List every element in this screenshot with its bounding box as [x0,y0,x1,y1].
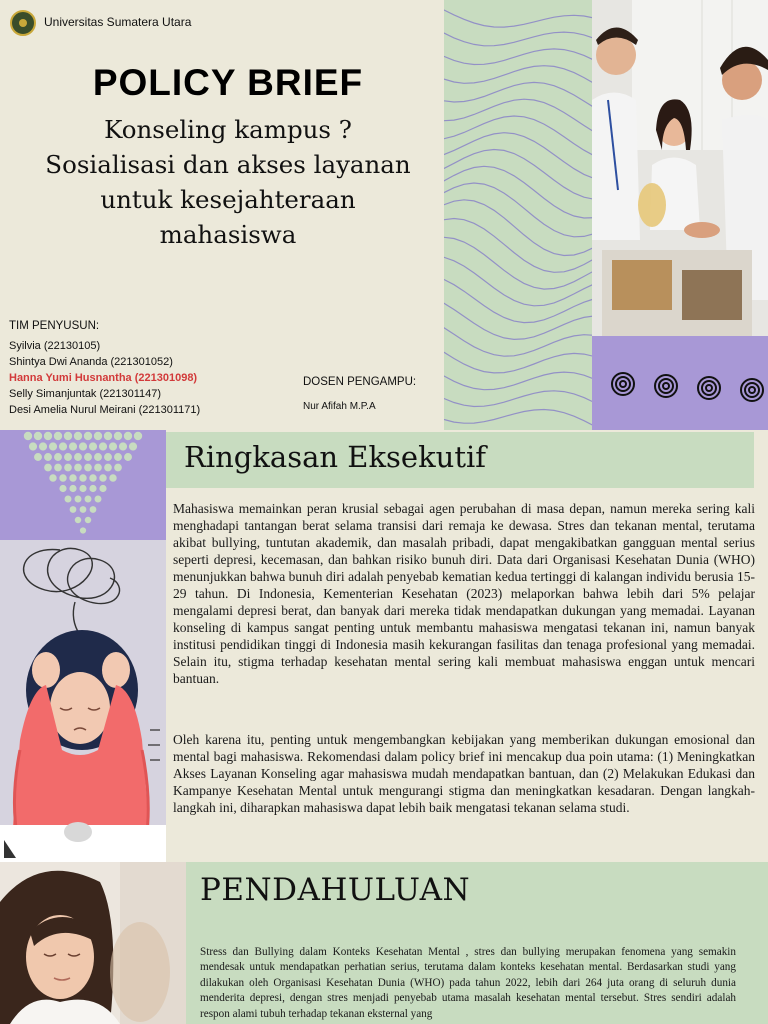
university-name: Universitas Sumatera Utara [44,15,192,29]
decor-dot [44,453,52,461]
team-member: Selly Simanjuntak (221301147) [9,388,162,400]
decor-dot [70,506,77,513]
decor-dot [59,474,66,481]
decor-dot [85,496,92,503]
woman-illustration [0,862,186,1024]
decor-dot [114,432,122,440]
decor-dot [54,432,62,440]
decor-dot [44,432,52,440]
volunteers-illustration [592,0,768,336]
decor-dot [79,474,86,481]
subtitle-line: mahasiswa [159,220,297,249]
decor-dot [129,442,137,450]
decor-dot [59,442,67,450]
decor-dot [54,453,62,461]
decor-dot [124,432,132,440]
decor-dot [29,442,37,450]
decor-dot [34,432,42,440]
summary-paragraph: Mahasiswa memainkan peran krusial sebagai agen perubahan di masa depan, namun mereka sering kali menghadapi tantangan berat selama transisi dari remaja ke dewasa. Stres dan tekanan mental, terutama akibat bullying, tuntutan akademik, dan masalah pribadi, dapat mengakibatkan gangguan mental serius seperti depresi, kecemasan, dan bahkan risiko bunuh diri. Data dari Organisasi Kesehatan Dunia (WHO) menunjukkan bahwa bunuh diri adalah penyebab kematian kedua tertinggi di kalangan individu berusia 15-29 tahun. Di Indonesia, Kementerian Kesehatan (2023) melaporkan bahwa lebih dari 5% pelajar mengalami depresi berat, dan banyak dari mereka tidak mendapatkan dukungan yang memadai. Layanan konseling di kampus sangat penting untuk membantu mahasiswa mengatasi tekanan ini, namun banyak institusi pendidikan tinggi di Indonesia masih kekurangan fasilitas dan tenaga profesional yang memadai. Selain itu, stigma terhadap kesehatan mental sering kali membuat mahasiswa enggan untuk mencari bantuan. [173,501,755,686]
decor-dot [75,496,82,503]
spiral-decoration-panel [592,336,768,430]
decor-dot [84,453,92,461]
decor-dot [75,517,81,523]
subtitle-line: Konseling kampus ? [104,115,352,144]
spiral-icon [698,377,720,399]
decor-dot [89,442,97,450]
introduction-title: PENDAHULUAN [200,872,471,908]
stressed-student-illustration [0,540,166,862]
wave-line [444,298,592,339]
decor-dot [95,496,102,503]
decor-dot [104,453,112,461]
decor-dot [80,527,86,533]
decor-dot [99,474,106,481]
decor-dot [94,453,102,461]
dots-funnel [0,430,166,540]
wave-line [444,166,592,218]
wave-decoration [444,0,592,430]
volunteers-photo [592,0,768,336]
wave-line [444,28,592,46]
spiral-row [592,336,768,430]
decor-dot [114,464,122,472]
lecturer-name: Nur Afifah M.P.A [303,401,376,412]
wave-line [444,200,592,256]
spiral-icon [612,373,634,395]
spiral-icon [655,375,677,397]
lecturer-heading: DOSEN PENGAMPU: [303,376,417,388]
decor-dot [109,442,117,450]
decor-dot [54,464,62,472]
team-member: Desi Amelia Nurul Meirani (221301171) [9,404,201,416]
decor-dot [104,432,112,440]
team-heading: TIM PENYUSUN: [9,320,100,332]
decor-dot [94,464,102,472]
decor-dot [94,432,102,440]
spiral-icon [741,379,763,401]
woman-photo [0,862,186,1024]
wave-lines [444,0,592,430]
wave-line [444,48,592,66]
header-panel [0,0,444,430]
decor-dot [74,464,82,472]
team-member-highlighted: Hanna Yumi Husnantha (221301098) [9,372,198,384]
stressed-student-drawing [0,540,166,862]
decor-dot [64,432,72,440]
introduction-paragraph: Stress dan Bullying dalam Konteks Kesehatan Mental , stres dan bullying merupakan fenomena yang semakin mendesak untuk mendapatkan perhatian serius, terutama dalam konteks kesehatan mental. Berdasarkan studi yang dilakukan oleh Organisasi Kesehatan Dunia (WHO) pada tahun 2022, lebih dari 264 juta orang di seluruh dunia menderita depresi, dengan stres menjadi penyebab utama masalah kesehatan mental tersebut. Stres sendiri adalah respon alami tubuh terhadap tekanan eksternal yang [200,946,736,1020]
wave-line [444,346,592,373]
decor-dot [39,442,47,450]
decor-dot [49,442,57,450]
decor-dot [64,453,72,461]
decor-dot [59,485,66,492]
dots-decoration [0,430,166,540]
decor-dot [89,485,96,492]
decor-dot [64,464,72,472]
decor-dot [84,464,92,472]
wave-line [444,370,592,390]
decor-dot [34,453,42,461]
decor-dot [44,464,52,472]
team-member: Syilvia (22130105) [9,340,101,352]
decor-dot [24,432,32,440]
decor-dot [99,485,106,492]
decor-dot [134,432,142,440]
decor-dot [69,442,77,450]
wave-line [444,150,592,200]
team-member: Shintya Dwi Ananda (221301052) [9,356,173,368]
wave-line [444,390,592,408]
decor-dot [84,432,92,440]
subtitle [20,112,436,252]
decor-dot [69,474,76,481]
wave-line [444,66,592,90]
decor-dot [124,453,132,461]
decor-dot [85,517,91,523]
wave-line [444,219,592,273]
wave-line [444,116,592,160]
decor-dot [114,453,122,461]
decor-dot [80,506,87,513]
wave-line [444,256,592,306]
decor-dot [49,474,56,481]
decor-dot [65,496,72,503]
decor-dot [89,474,96,481]
decor-dot [79,442,87,450]
decor-dot [109,474,116,481]
wave-line [444,237,592,289]
university-logo [10,10,36,36]
wave-line [444,82,592,113]
decor-dot [99,442,107,450]
wave-line [444,5,592,27]
decor-dot [79,485,86,492]
subtitle-line: untuk kesejahteraan [100,185,356,214]
wave-line [444,409,592,430]
decor-dot [69,485,76,492]
page-title: POLICY BRIEF [92,62,364,103]
summary-paragraph: Oleh karena itu, penting untuk mengembangkan kebijakan yang memberikan dukungan emosional dan mental bagi mahasiswa. Rekomendasi dalam policy brief ini mencakup dua poin utama: (1) Meningkatkan Akses Layanan Konseling agar mahasiswa mudah mendapatkan bantuan, dan (2) Melakukan Edukasi dan Kampanye Kesehatan Mental untuk mengurangi stigma dan meningkatkan kesadaran. Dengan langkah-langkah ini, diharapkan mahasiswa dapat lebih baik mengatasi tekanan selama studi. [173,732,755,815]
decor-dot [119,442,127,450]
decor-dot [74,432,82,440]
decor-dot [90,506,97,513]
decor-dot [104,464,112,472]
summary-title: Ringkasan Eksekutif [184,440,486,474]
decor-dot [74,453,82,461]
subtitle-line: Sosialisasi dan akses layanan [45,150,411,179]
